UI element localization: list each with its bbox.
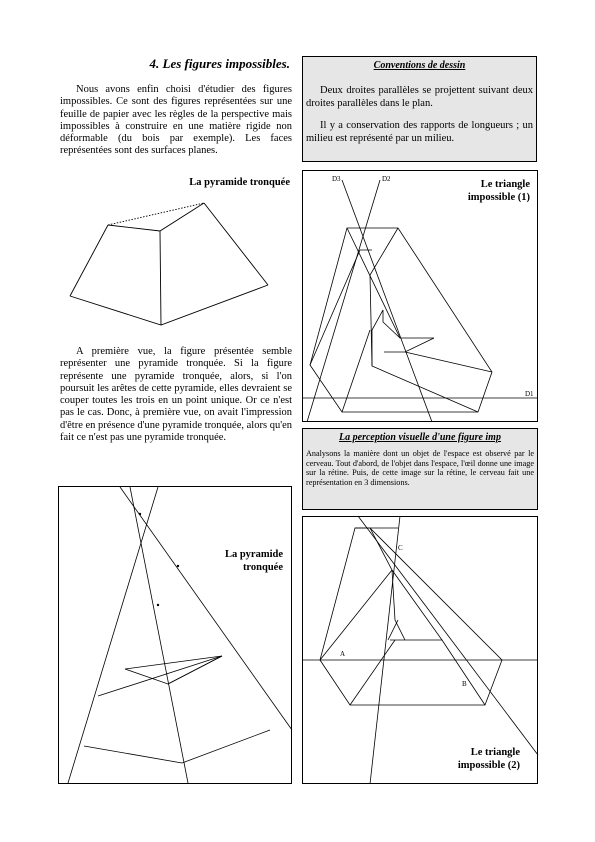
perception-paragraph: Analysons la manière dont un objet de l'espace est observé par le cerveau. Tout d'abord, de l'objet dans l'espace, l'œil donne une image sur la rétine. Puis, de cette image sur la rétine, le cerveau fait une représentation en 3 dimensions.: [306, 449, 534, 487]
c-label: C: [398, 544, 403, 552]
d3-label: D3: [332, 175, 341, 183]
section-title: 4. Les figures impossibles.: [149, 56, 290, 71]
b-label: B: [462, 680, 467, 688]
triangle2-label-line2: impossible (2): [457, 760, 520, 771]
conventions-paragraph-2: Il y a conservation des rapports de longueurs ; un milieu est représenté par un milieu.: [306, 120, 533, 144]
conventions-title: Conventions de dessin: [373, 60, 466, 71]
pyramid-construction-label-line1: La pyramide: [224, 549, 283, 560]
a-label: A: [340, 650, 346, 658]
conventions-paragraph-1: Deux droites parallèles se projettent suivant deux droites parallèles dans le plan.: [306, 85, 533, 109]
pyramid-figure-label: La pyramide tronquée: [189, 177, 290, 188]
triangle2-label-line1: Le triangle: [470, 747, 520, 758]
d1-label: D1: [525, 390, 534, 398]
pyramid-construction-label-line2: tronquée: [242, 562, 283, 573]
intro-paragraph: Nous avons enfin choisi d'étudier des figures impossibles. Ce sont des figures représentées sur une feuille de papier avec les règles de la perspective mais impossibles à construire en une matière rigide non déformable (du bois par exemple). Les faces représentées sont des surfaces planes.: [60, 84, 292, 157]
d2-label: D2: [382, 175, 391, 183]
perception-title: La perception visuelle d'une figure imp: [339, 432, 501, 443]
triangle1-label-line2: impossible (1): [467, 192, 530, 203]
analysis-paragraph: A première vue, la figure présentée semble représenter une pyramide tronquée. Si la figure représente une pyramide tronquée, alors, si l'on poursuit les arêtes de cette pyramide, elles devraient se couper toutes les trois en un point unique. Or ce n'est pas le cas. Donc, à première vue, on avait l'impression d'être en présence d'une pyramide tronquée, alors qu'en fait ce n'est pas une pyramide tronquée.: [60, 346, 292, 444]
triangle1-label-line1: Le triangle: [480, 179, 530, 190]
